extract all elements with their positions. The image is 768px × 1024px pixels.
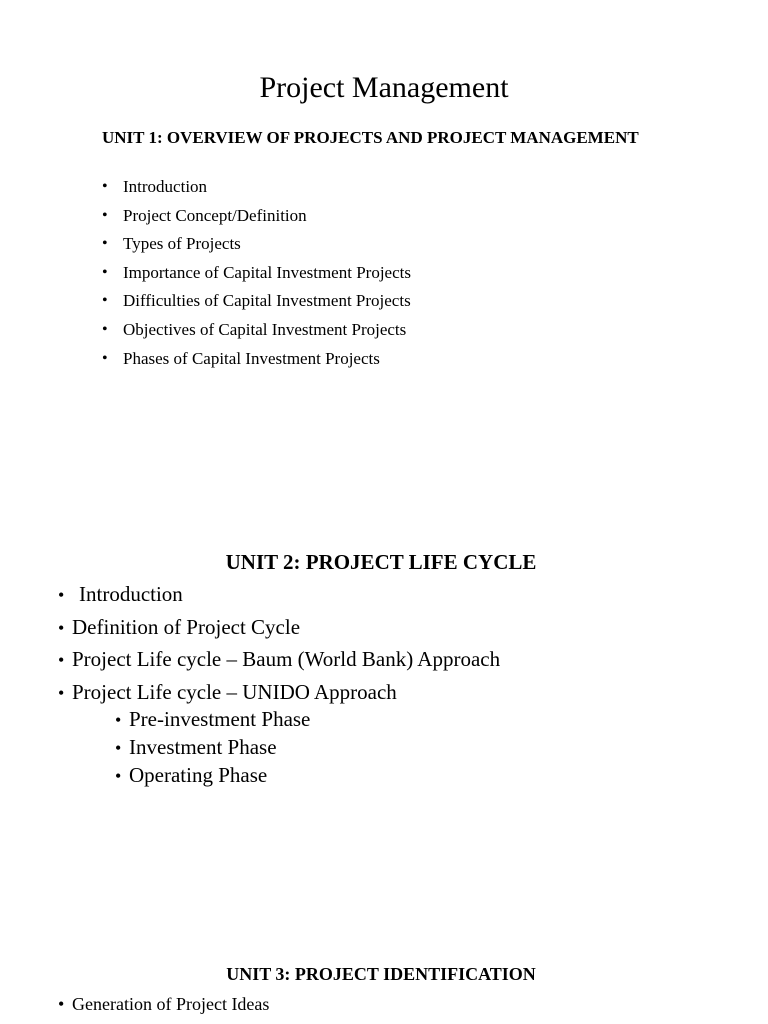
bullet-icon: • (115, 738, 122, 759)
bullet-icon: • (58, 617, 65, 638)
unit3-heading: UNIT 3: PROJECT IDENTIFICATION (226, 964, 536, 984)
bullet-icon: • (58, 682, 65, 703)
unit2-topic-item: • Definition of Project Cycle (58, 612, 738, 645)
unit1-topic-item: • Difficulties of Capital Investment Projects (102, 289, 702, 318)
unit3-topic-item: • Generation of Project Ideas (58, 994, 270, 1014)
unit2-phase-item: • Pre-investment Phase (115, 705, 715, 733)
unit2-topic-item: • Project Life cycle – Baum (World Bank) Approach (58, 644, 738, 677)
bullet-icon: • (115, 766, 122, 787)
unit2-phase-item: • Investment Phase (115, 733, 715, 761)
bullet-icon: • (58, 650, 65, 670)
unit1-topic-item: • Project Concept/Definition (102, 204, 702, 233)
unit1-topic-item: • Objectives of Capital Investment Projects (102, 318, 702, 347)
unit1-topic-item: • Importance of Capital Investment Projects (102, 261, 702, 290)
bullet-icon: • (102, 235, 108, 253)
unit2-heading: UNIT 2: PROJECT LIFE CYCLE (225, 550, 537, 574)
unit3-topic-list (58, 992, 738, 1016)
bullet-icon: • (102, 292, 108, 310)
unit1-topic-item: • Phases of Capital Investment Projects (102, 347, 702, 376)
unit2-phase-list (115, 705, 715, 790)
bullet-icon: • (58, 585, 65, 605)
bullet-icon: • (102, 206, 108, 224)
unit1-topic-item: • Types of Projects (102, 232, 702, 261)
document-title: Project Management (259, 71, 509, 104)
unit1-topic-list (102, 175, 702, 375)
bullet-icon: • (102, 263, 108, 281)
unit2-phase-item: • Operating Phase (115, 761, 715, 789)
bullet-icon: • (58, 994, 65, 1014)
bullet-icon: • (102, 320, 108, 338)
bullet-icon: • (102, 178, 108, 195)
unit1-heading: UNIT 1: OVERVIEW OF PROJECTS AND PROJECT MANAGEMENT (102, 128, 639, 147)
bullet-icon: • (115, 710, 122, 730)
unit1-topic-item: • Introduction (102, 175, 702, 204)
unit2-topic-list (58, 579, 738, 709)
bullet-icon: • (102, 349, 108, 367)
unit2-topic-item: • Project Life cycle – UNIDO Approach (58, 677, 738, 710)
unit2-topic-item: • Introduction (58, 579, 738, 612)
